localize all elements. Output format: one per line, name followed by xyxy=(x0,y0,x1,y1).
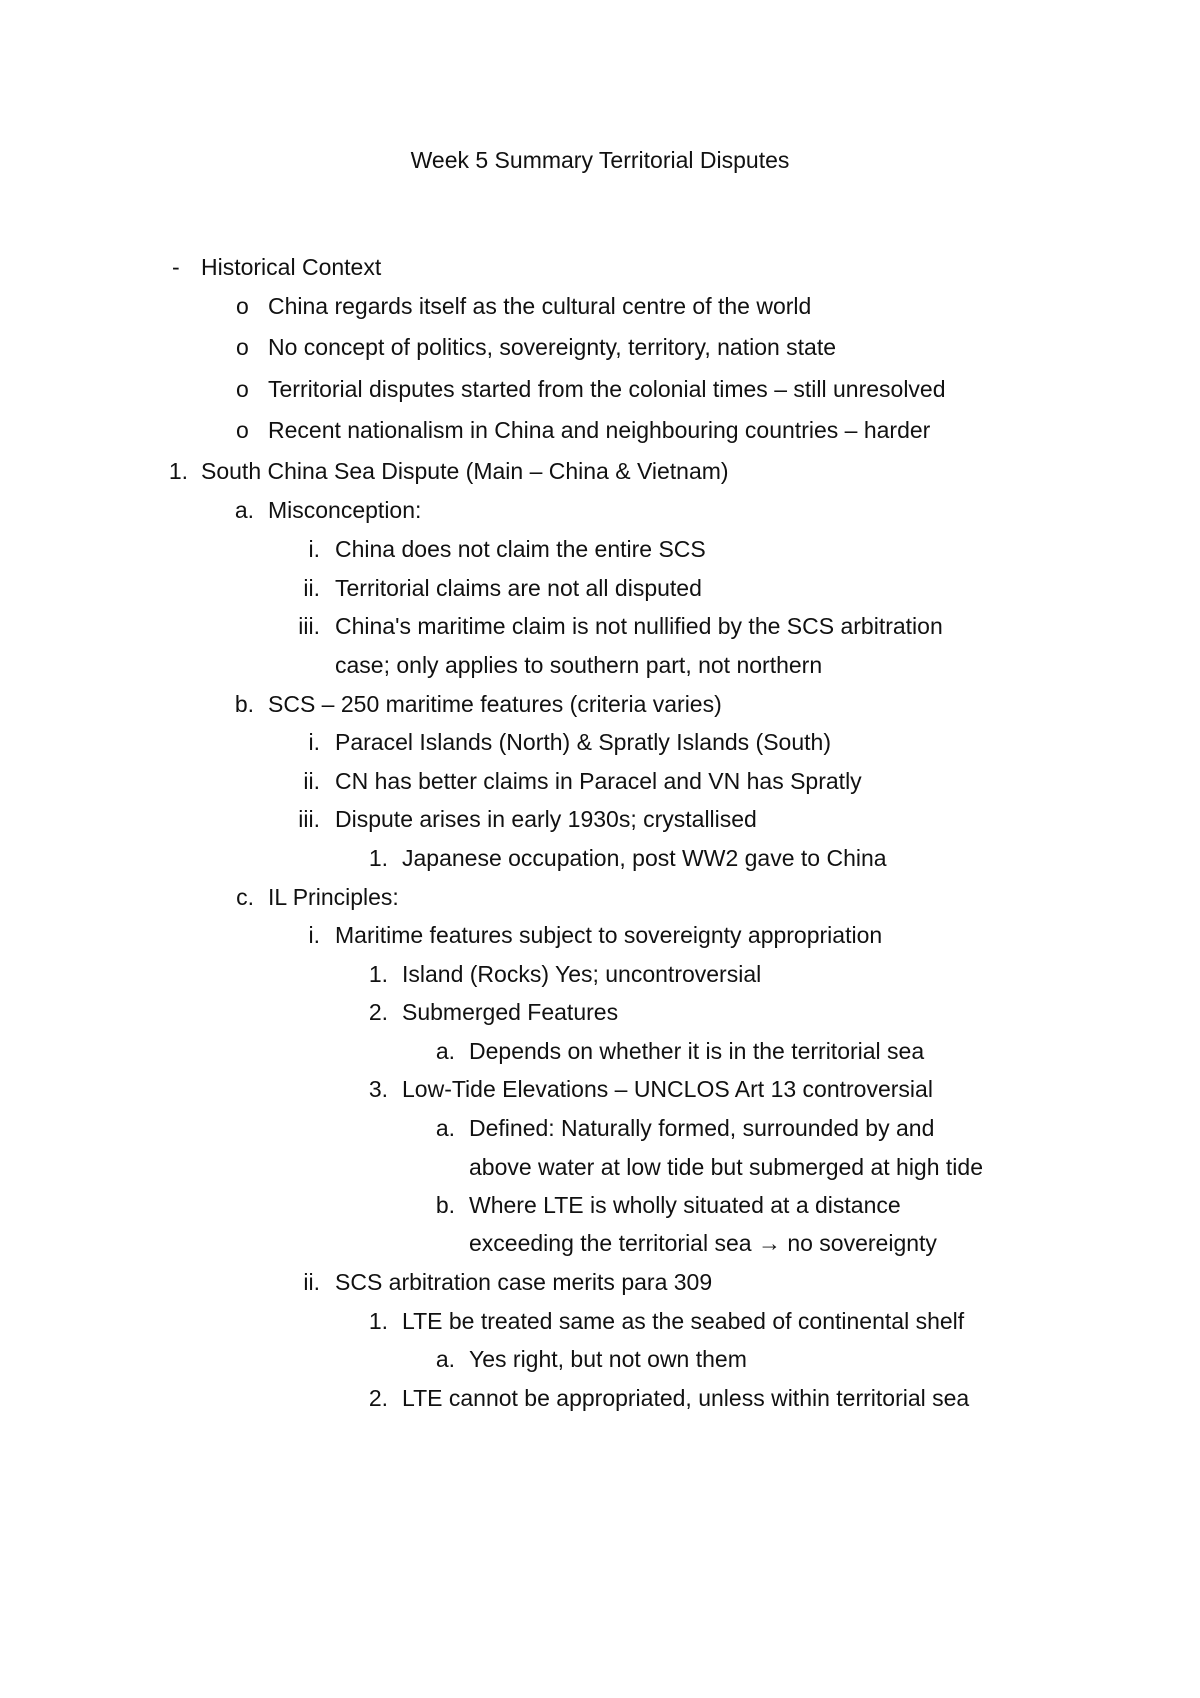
historical-context-heading: Historical Context xyxy=(201,254,382,280)
list-letter: a. xyxy=(435,1115,455,1141)
list-item: Maritime features subject to sovereignty appropriation xyxy=(335,922,883,948)
list-number: 1. xyxy=(168,458,188,484)
circle-bullet: o xyxy=(236,334,249,360)
subsection-heading: IL Principles: xyxy=(268,884,399,910)
list-item: Paracel Islands (North) & Spratly Islands (South) xyxy=(335,729,831,755)
list-item: Depends on whether it is in the territorial sea xyxy=(469,1038,925,1064)
list-roman: iii. xyxy=(298,613,320,639)
subsection-heading: Misconception: xyxy=(268,497,422,523)
list-item: Defined: Naturally formed, surrounded by and xyxy=(469,1115,935,1141)
list-item-continuation: case; only applies to southern part, not northern xyxy=(335,652,823,678)
list-item: Where LTE is wholly situated at a distance xyxy=(469,1192,901,1218)
list-roman: ii. xyxy=(303,1269,320,1295)
list-number: 2. xyxy=(368,1385,388,1411)
list-number: 1. xyxy=(368,961,388,987)
list-item: China regards itself as the cultural centre of the world xyxy=(268,293,812,319)
list-item: LTE be treated same as the seabed of continental shelf xyxy=(402,1308,965,1334)
list-number: 1. xyxy=(368,1308,388,1334)
circle-bullet: o xyxy=(236,376,249,402)
list-item: Recent nationalism in China and neighbouring countries – harder xyxy=(268,417,931,443)
list-item: Submerged Features xyxy=(402,999,619,1025)
list-item: Territorial claims are not all disputed xyxy=(335,575,702,601)
list-item: CN has better claims in Paracel and VN has Spratly xyxy=(335,768,862,794)
circle-bullet: o xyxy=(236,293,249,319)
list-roman: ii. xyxy=(303,768,320,794)
list-item: Dispute arises in early 1930s; crystallised xyxy=(335,806,757,832)
list-item: Japanese occupation, post WW2 gave to China xyxy=(402,845,887,871)
list-item: China's maritime claim is not nullified by the SCS arbitration xyxy=(335,613,943,639)
list-item-continuation: exceeding the territorial sea → no sovereignty xyxy=(469,1230,937,1256)
list-letter: b. xyxy=(435,1192,455,1218)
list-roman: i. xyxy=(308,922,320,948)
section-heading: South China Sea Dispute (Main – China & Vietnam) xyxy=(201,458,729,484)
list-letter: a. xyxy=(435,1038,455,1064)
list-item: SCS arbitration case merits para 309 xyxy=(335,1269,713,1295)
list-number: 2. xyxy=(368,999,388,1025)
list-item: Low-Tide Elevations – UNCLOS Art 13 controversial xyxy=(402,1076,933,1102)
list-letter: b. xyxy=(234,691,254,717)
list-roman: iii. xyxy=(298,806,320,832)
dash-bullet: - xyxy=(172,254,180,280)
list-roman: i. xyxy=(308,729,320,755)
list-item: Yes right, but not own them xyxy=(469,1346,747,1372)
list-letter: c. xyxy=(236,884,254,910)
list-letter: a. xyxy=(435,1346,455,1372)
circle-bullet: o xyxy=(236,417,249,443)
list-item: No concept of politics, sovereignty, territory, nation state xyxy=(268,334,837,360)
subsection-heading: SCS – 250 maritime features (criteria varies) xyxy=(268,691,722,717)
document-title: Week 5 Summary Territorial Disputes xyxy=(410,147,790,173)
list-item: Island (Rocks) Yes; uncontroversial xyxy=(402,961,762,987)
list-roman: ii. xyxy=(303,575,320,601)
list-item: LTE cannot be appropriated, unless within territorial sea xyxy=(402,1385,970,1411)
list-item: China does not claim the entire SCS xyxy=(335,536,706,562)
list-number: 1. xyxy=(368,845,388,871)
list-roman: i. xyxy=(308,536,320,562)
list-item-continuation: above water at low tide but submerged at high tide xyxy=(469,1154,983,1180)
list-number: 3. xyxy=(368,1076,388,1102)
list-item: Territorial disputes started from the colonial times – still unresolved xyxy=(268,376,946,402)
list-letter: a. xyxy=(234,497,254,523)
